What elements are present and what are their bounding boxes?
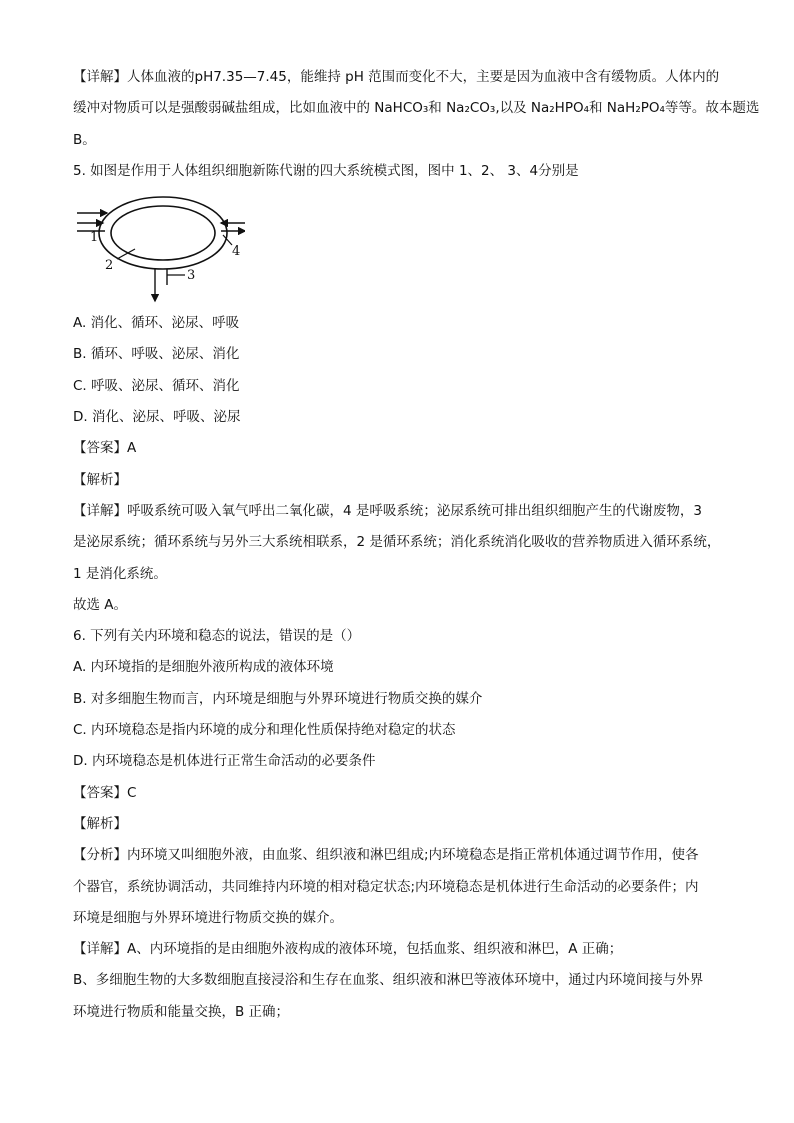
four-systems-diagram-svg bbox=[75, 189, 245, 304]
document-page bbox=[73, 62, 760, 1028]
diagram-label-3: 3 bbox=[187, 268, 196, 284]
question-6-analysis-line: 【分析】内环境又叫细胞外液，由血浆、组织液和淋巴组成;内环境稳态是指正常机体通过调节作用，使各 bbox=[73, 847, 699, 864]
question-6-option-a: A. 内环境指的是细胞外液所构成的液体环境 bbox=[73, 659, 334, 676]
diagram-label-1: 1 bbox=[90, 230, 99, 246]
question-6-detail-line: 环境进行物质和能量交换，B 正确； bbox=[73, 1003, 290, 1020]
question-6-option-b: B. 对多细胞生物而言，内环境是细胞与外界环境进行物质交换的媒介 bbox=[73, 690, 483, 707]
four-systems-diagram bbox=[75, 189, 245, 304]
question-6-analysis-line: 环境是细胞与外界环境进行物质交换的媒介。 bbox=[73, 909, 343, 926]
question-5-detail-line: 1 是消化系统。 bbox=[73, 565, 167, 582]
question-5-conclusion: 故选 A。 bbox=[73, 596, 128, 613]
question-6-answer: 【答案】C bbox=[73, 784, 137, 801]
question-5-answer: 【答案】A bbox=[73, 440, 137, 457]
question-5-stem: 5. 如图是作用于人体组织细胞新陈代谢的四大系统模式图，图中 1、2、 3、4分别是 bbox=[73, 162, 579, 179]
inner-ring bbox=[111, 206, 215, 260]
question-6-stem: 6. 下列有关内环境和稳态的说法，错误的是（） bbox=[73, 628, 361, 645]
question-5-detail-line: 【详解】呼吸系统可吸入氧气呼出二氧化碳，4 是呼吸系统；泌尿系统可排出组织细胞产生的代谢废物，3 bbox=[73, 502, 702, 519]
question-6-option-c: C. 内环境稳态是指内环境的成分和理化性质保持绝对稳定的状态 bbox=[73, 722, 456, 739]
question-6-analysis-title: 【解析】 bbox=[73, 815, 127, 832]
question-5-option-c: C. 呼吸、泌尿、循环、消化 bbox=[73, 377, 240, 394]
question-5-option-d: D. 消化、泌尿、呼吸、泌尿 bbox=[73, 409, 241, 426]
question-6-detail-line: B、多细胞生物的大多数细胞直接浸浴和生存在血浆、组织液和淋巴等液体环境中，通过内环境间接与外界 bbox=[73, 972, 704, 989]
diagram-label-4: 4 bbox=[232, 244, 241, 260]
explanation-line: B。 bbox=[73, 131, 96, 148]
question-5-detail-line: 是泌尿系统；循环系统与另外三大系统相联系，2 是循环系统；消化系统消化吸收的营养物质进入循环系统， bbox=[73, 534, 721, 551]
diagram-label-2: 2 bbox=[105, 258, 114, 274]
explanation-line: 【详解】人体血液的pH7.35—7.45，能维持 pH 范围而变化不大，主要是因为血液中含有缓物质。人体内的 bbox=[73, 69, 720, 85]
question-6-analysis-line: 个器官，系统协调活动，共同维持内环境的相对稳定状态;内环境稳态是机体进行生命活动的必要条件；内 bbox=[73, 878, 699, 895]
question-6-option-d: D. 内环境稳态是机体进行正常生命活动的必要条件 bbox=[73, 753, 376, 770]
explanation-line: 缓冲对物质可以是强酸弱碱盐组成，比如血液中的 NaHCO₃和 Na₂CO₃,以及 Na₂HPO₄和 NaH₂PO₄等等。故本题选 bbox=[73, 100, 760, 117]
question-6-detail-line: 【详解】A、内环境指的是由细胞外液构成的液体环境，包括血浆、组织液和淋巴，A 正确； bbox=[73, 941, 623, 958]
question-5-analysis-title: 【解析】 bbox=[73, 471, 127, 488]
question-5-option-b: B. 循环、呼吸、泌尿、消化 bbox=[73, 346, 240, 363]
question-5-option-a: A. 消化、循环、泌尿、呼吸 bbox=[73, 315, 240, 332]
